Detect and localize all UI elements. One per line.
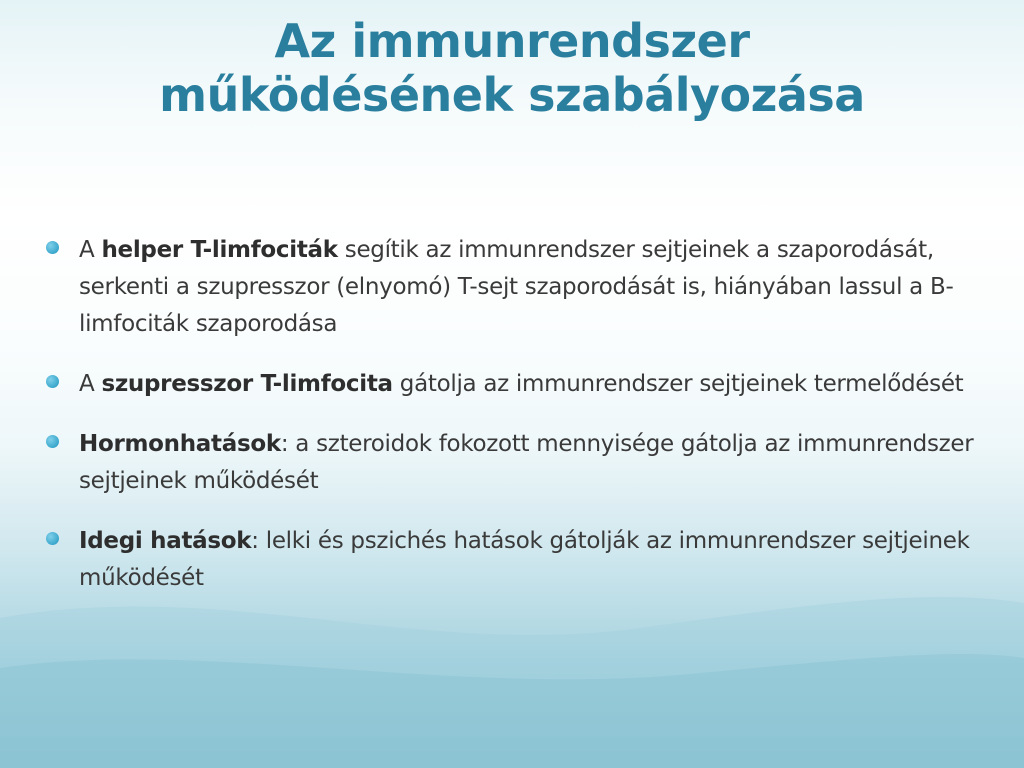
bullet-dot-icon [46, 435, 59, 448]
bullet-dot-icon [46, 532, 59, 545]
title-line-1: Az immunrendszer [274, 14, 750, 68]
bullet-dot-icon [46, 241, 59, 254]
title-line-2: működésének szabályozása [159, 68, 865, 122]
bullet-text: : lelki és pszichés hatások gátolják az immunrendszer sejtjeinek működését [79, 528, 970, 591]
bullet-dot-icon [46, 375, 59, 388]
bullet-item [46, 523, 986, 597]
bullet-bold-term: szupresszor T-limfocita [101, 371, 393, 397]
bullet-list [46, 232, 986, 620]
bullet-bold-term: Idegi hatások [79, 528, 252, 554]
bullet-prefix: A [79, 237, 102, 263]
bullet-bold-term: helper T-limfociták [101, 237, 338, 263]
bullet-item [46, 426, 986, 500]
bullet-bold-term: Hormonhatások [79, 431, 281, 457]
slide-title [40, 14, 984, 122]
bullet-text: gátolja az immunrendszer sejtjeinek termelődését [392, 371, 964, 397]
bullet-item [46, 232, 986, 343]
bullet-prefix: A [79, 371, 102, 397]
bullet-text: segítik az immunrendszer sejtjeinek a szaporodását, serkenti a szupresszor (elnyomó) T-sejt szaporodását is, hiányában lassul a B-limfociták szaporodása [79, 237, 954, 337]
bullet-text: : a szteroidok fokozott mennyisége gátolja az immunrendszer sejtjeinek működését [79, 431, 974, 494]
bullet-item [46, 366, 986, 403]
